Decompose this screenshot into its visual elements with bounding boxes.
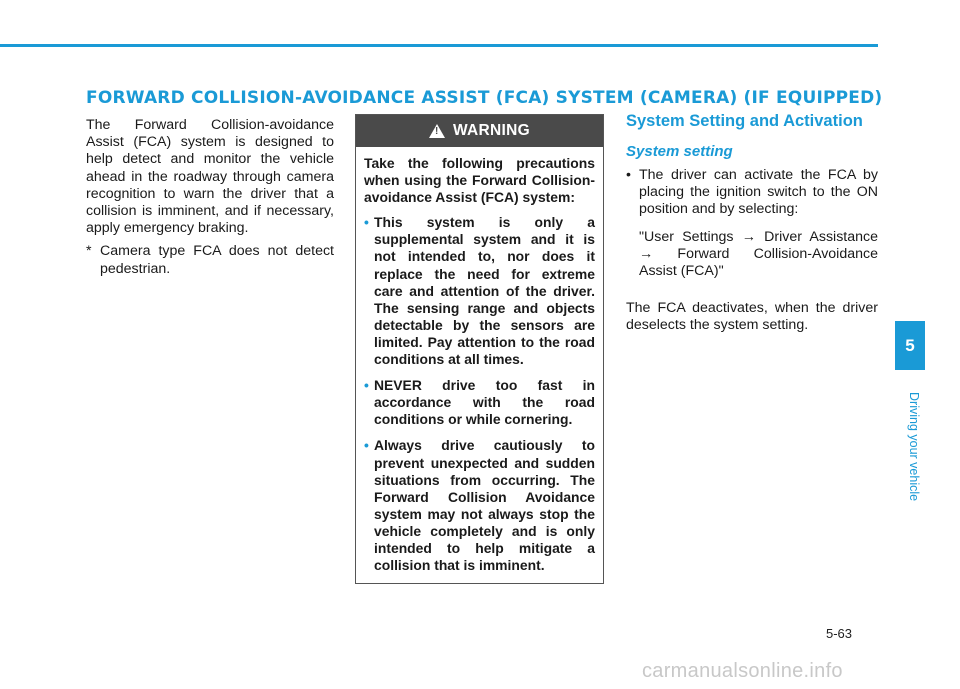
warning-item xyxy=(364,214,595,368)
warning-item xyxy=(364,377,595,428)
bullet-icon: • xyxy=(364,377,369,394)
warning-header xyxy=(356,115,603,147)
setting-subheading: System setting xyxy=(626,143,733,160)
warning-triangle-icon xyxy=(429,124,445,138)
chapter-tab: 5 xyxy=(895,321,925,370)
note-asterisk: * xyxy=(86,243,92,260)
warning-title: WARNING xyxy=(452,122,530,139)
intro-paragraph: The Forward Collision-avoidance Assist (FCA) system is designed to help detect and monitor the vehicle ahead in the roadway through camera recognition to warn the driver that a collision is imminent, and if necessary, apply emergency braking. xyxy=(86,117,334,237)
chapter-label: Driving your vehicle xyxy=(907,392,921,502)
warning-intro: Take the following precautions when using the Forward Collision-avoidance Assist (FCA) system: xyxy=(364,155,595,206)
warning-list xyxy=(364,214,595,574)
left-column xyxy=(86,117,334,278)
header-rule xyxy=(0,44,878,47)
note-text: Camera type FCA does not detect pedestrian. xyxy=(100,243,334,277)
section-title: FORWARD COLLISION-AVOIDANCE ASSIST (FCA) SYSTEM (CAMERA) (IF EQUIPPED) xyxy=(86,88,883,108)
menu-path: "User Settings → Driver Assistance → Forward Collision-Avoidance Assist (FCA)" xyxy=(639,228,878,280)
setting-bullet xyxy=(626,167,878,219)
warning-box xyxy=(355,114,604,584)
page-number: 5-63 xyxy=(826,626,853,641)
setting-bullet-text: The driver can activate the FCA by placing the ignition switch to the ON position and by selecting: xyxy=(639,167,878,218)
bullet-icon: • xyxy=(364,437,369,454)
bullet-icon: • xyxy=(364,214,369,231)
warning-item-text: Always drive cautiously to prevent unexpected and sudden situations from occurring. The Forward Collision Avoidance system may not always stop the vehicle completely and is only intended to help mitigate a collision that is imminent. xyxy=(374,437,595,574)
right-column xyxy=(626,111,878,335)
setting-heading: System Setting and Activation xyxy=(626,112,863,130)
warning-item-text: NEVER drive too fast in accordance with the road conditions or while cornering. xyxy=(374,377,595,428)
deactivate-paragraph: The FCA deactivates, when the driver deselects the system setting. xyxy=(626,300,878,334)
bullet-icon: • xyxy=(626,167,631,183)
warning-body xyxy=(356,147,603,574)
warning-item-text: This system is only a supplemental system and it is not intended to, nor does it replace the need for extreme care and attention of the driver. The sensing range and objects detectable by the sensors are limited. Pay attention to the road conditions at all times. xyxy=(374,214,595,368)
warning-item xyxy=(364,437,595,574)
camera-note xyxy=(86,243,334,277)
watermark: carmanualsonline.info xyxy=(642,660,843,682)
